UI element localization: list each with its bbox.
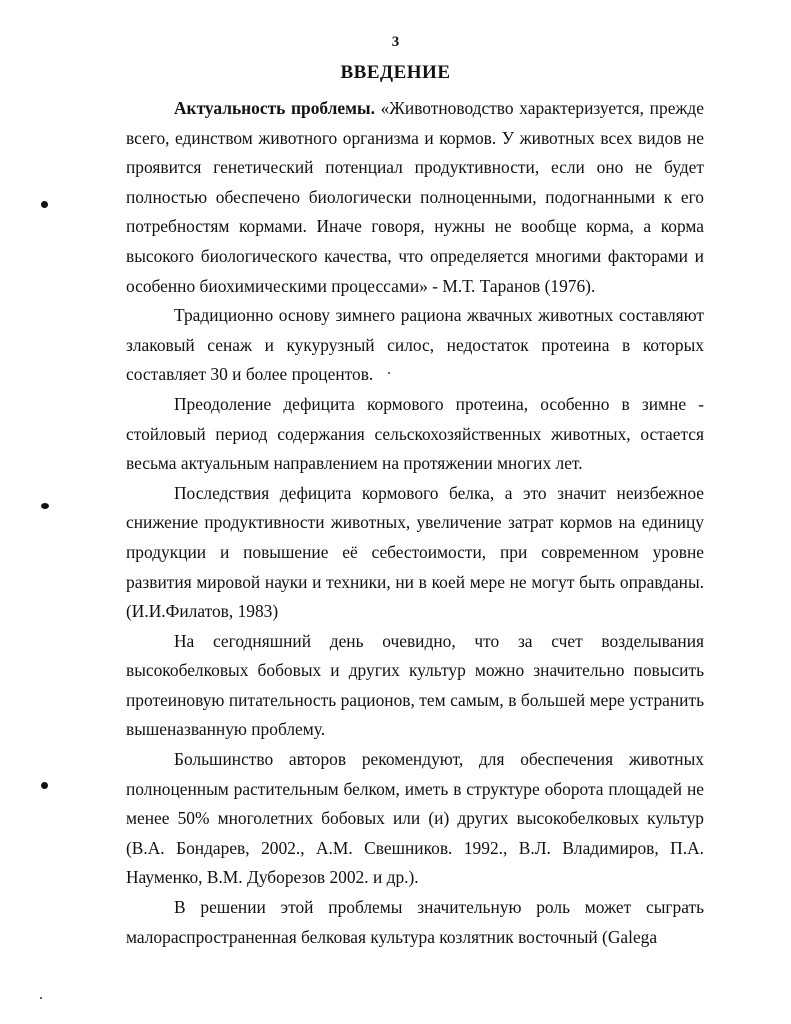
binder-hole-mark: [41, 782, 48, 789]
paragraph-lead: Актуальность проблемы.: [174, 98, 375, 118]
scan-speck: [388, 372, 390, 374]
binder-hole-mark: [41, 201, 48, 208]
binder-hole-mark: [41, 503, 49, 509]
paragraph-relevance: [126, 94, 704, 301]
paragraph-text: Традиционно основу зимнего рациона жвачных животных составляют злаковый сенаж и кукурузный силос, недостаток протеина в которых составляет 30 и более процентов.: [126, 305, 704, 385]
page-number: 3: [391, 34, 400, 50]
paragraph-text: Большинство авторов рекомендуют, для обеспечения животных полноценным растительным белком, иметь в структуре оборота площадей не менее 50% многолетних бобовых или (и) других высокобелковых культур (В.А. Бондарев, 2002., А.М. Свешников. 1992., В.Л. Владимиров, П.А. Науменко, В.М. Дуборезов 2002. и др.).: [126, 749, 704, 888]
paragraph-text: На сегодняшний день очевидно, что за счет возделывания высокобелковых бобовых и других культур можно значительно повысить протеиновую питательность рационов, тем самым, в большей мере устранить вышеназванную проблему.: [126, 630, 704, 740]
section-title: ВВЕДЕНИЕ: [340, 62, 451, 83]
body-text: [126, 94, 704, 952]
paragraph-text: Преодоление дефицита кормового протеина, особенно в зимне - стойловый период содержания сельскохозяйственных животных, остается весьма актуальным направлением на протяжении многих лет.: [126, 393, 704, 474]
scan-speck: [40, 997, 42, 999]
paragraph-text: Последствия дефицита кормового белка, а это значит неизбежное снижение продуктивности животных, увеличение затрат кормов на единицу продукции и повышение её себестоимости, при современном уровне развития мировой науки и техники, ни в коей мере не могут быть оправданы. (И.И.Филатов, 1983): [126, 482, 704, 622]
paragraph-text: «Животноводство характеризуется, прежде всего, единством животного организма и кормов. У животных всех видов не проявится генетический потенциал продуктивности, если оно не будет полностью обеспечено биологически полноценными, подогнанными к его потребностям кормами. Иначе говоря, нужны не вообще корма, а корма высокого биологического качества, что определяется многими факторами и особенно биохимическими процессами» - М.Т. Таранов (1976).: [126, 98, 704, 296]
paragraph-text: В решении этой проблемы значительную роль может сыграть малораспространенная белковая культура козлятник восточный (Galega: [126, 897, 704, 947]
